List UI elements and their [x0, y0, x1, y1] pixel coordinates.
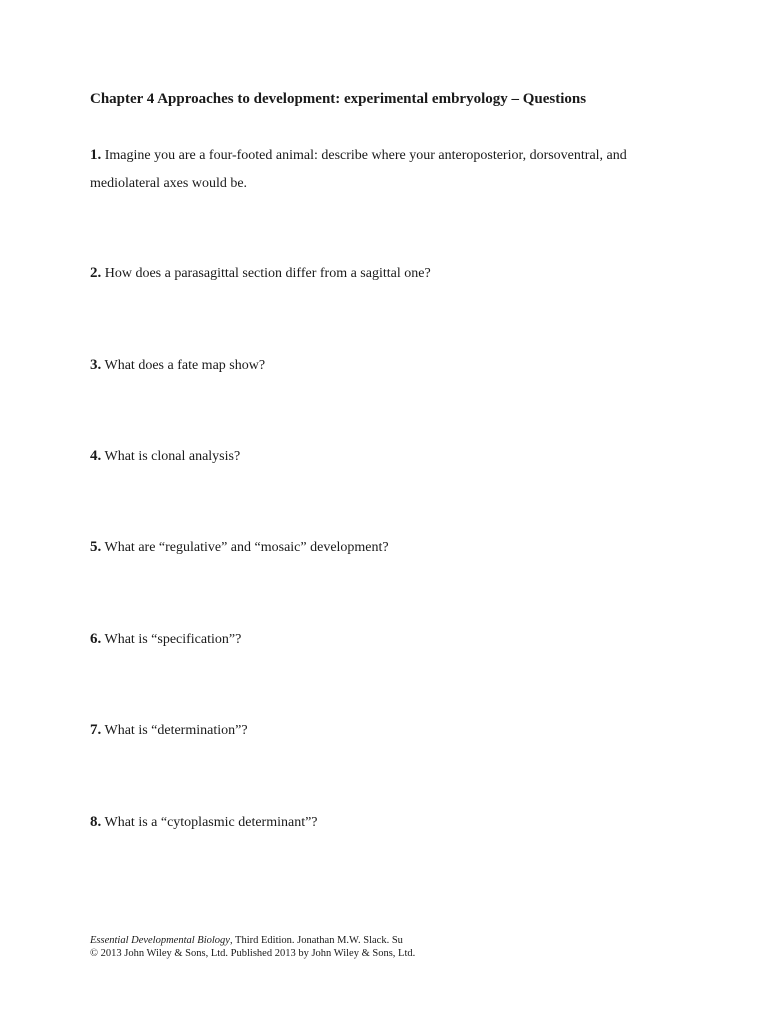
question-6 [90, 625, 690, 654]
question-text: What are “regulative” and “mosaic” development? [104, 540, 389, 555]
footer-copyright: © 2013 John Wiley & Sons, Ltd. Published 2013 by John Wiley & Sons, Ltd. [90, 948, 416, 959]
page-footer [90, 934, 415, 960]
question-text: What does a fate map show? [104, 358, 266, 373]
question-8 [90, 808, 690, 837]
question-text: What is clonal analysis? [104, 449, 241, 464]
question-7 [90, 716, 690, 745]
question-text: What is “specification”? [104, 632, 242, 647]
question-number: 8. [90, 814, 102, 830]
question-4 [90, 442, 690, 471]
question-text: What is “determination”? [104, 723, 248, 738]
footer-book-title: Essential Developmental Biology [90, 935, 230, 946]
question-1 [90, 141, 690, 198]
question-number: 4. [90, 448, 102, 464]
footer-citation [90, 934, 415, 947]
question-2 [90, 259, 690, 288]
question-number: 2. [90, 265, 102, 281]
question-number: 7. [90, 722, 102, 738]
question-3 [90, 351, 690, 380]
question-text: What is a “cytoplasmic determinant”? [104, 815, 318, 830]
question-5 [90, 533, 690, 562]
question-number: 6. [90, 631, 102, 647]
question-text: How does a parasagittal section differ from a sagittal one? [104, 266, 431, 281]
question-number: 5. [90, 539, 102, 555]
question-number: 3. [90, 357, 102, 373]
chapter-title: Chapter 4 Approaches to development: experimental embryology – Questions [90, 91, 587, 107]
question-number: 1. [90, 147, 102, 163]
question-text: Imagine you are a four-footed animal: describe where your anteroposterior, dorsoventral, and mediolateral axes would be. [90, 148, 627, 191]
footer-edition-author: , Third Edition. Jonathan M.W. Slack. Su [229, 935, 403, 946]
